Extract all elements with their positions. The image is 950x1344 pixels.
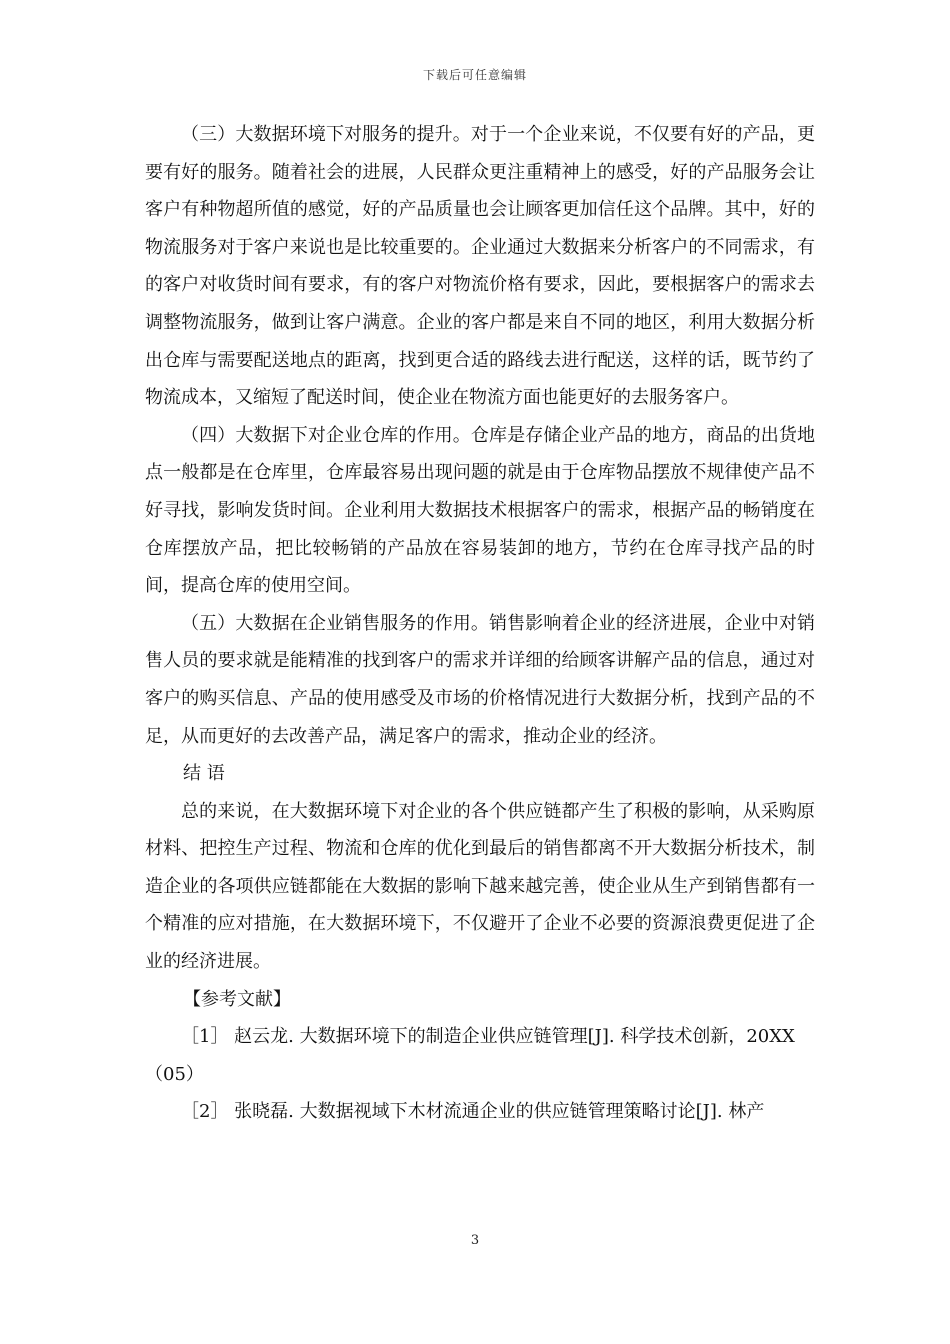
paragraph-sales: （五）大数据在企业销售服务的作用。销售影响着企业的经济进展，企业中对销售人员的要求就是能精准的找到客户的需求并详细的给顾客讲解产品的信息，通过对客户的购买信息、产品的使用感受及市场的价格情况进行大数据分析，找到产品的不足，从而更好的去改善产品，满足客户的需求，推动企业的经济。 — [145, 612, 815, 747]
references-heading: 【参考文献】 — [183, 988, 291, 1010]
conclusion-text: 总的来说，在大数据环境下对企业的各个供应链都产生了积极的影响，从采购原材料、把控生产过程、物流和仓库的优化到最后的销售都离不开大数据分析技术，制造企业的各项供应链都能在大数据的影响下越来越完善，使企业从生产到销售都有一个精准的应对措施，在大数据环境下，不仅避开了企业不必要的资源浪费更促进了企业的经济进展。 — [145, 800, 815, 973]
conclusion-heading: 结 语 — [183, 763, 225, 785]
page-number: 3 — [470, 1233, 480, 1248]
reference-item: ［1］ 赵云龙. 大数据环境下的制造企业供应链管理[J]. 科学技术创新，20XX（05） — [145, 1026, 795, 1085]
paragraph-warehouse: （四）大数据下对企业仓库的作用。仓库是存储企业产品的地方，商品的出货地点一般都是在仓库里，仓库最容易出现问题的就是由于仓库物品摆放不规律使产品不好寻找，影响发货时间。企业利用大数据技术根据客户的需求，根据产品的畅销度在仓库摆放产品，把比较畅销的产品放在容易装卸的地方，节约在仓库寻找产品的时间，提高仓库的使用空间。 — [145, 424, 815, 597]
reference-item: ［2］ 张晓磊. 大数据视域下木材流通企业的供应链管理策略讨论[J]. 林产 — [181, 1101, 765, 1123]
paragraph-service: （三）大数据环境下对服务的提升。对于一个企业来说，不仅要有好的产品，更要有好的服务。随着社会的进展，人民群众更注重精神上的感受，好的产品服务会让客户有种物超所值的感觉，好的产品质量也会让顾客更加信任这个品牌。其中，好的物流服务对于客户来说也是比较重要的。企业通过大数据来分析客户的不同需求，有的客户对收货时间有要求，有的客户对物流价格有要求，因此，要根据客户的需求去调整物流服务，做到让客户满意。企业的客户都是来自不同的地区，利用大数据分析出仓库与需要配送地点的距离，找到更合适的路线去进行配送，这样的话，既节约了物流成本，又缩短了配送时间，使企业在物流方面也能更好的去服务客户。 — [145, 124, 815, 409]
page-header: 下载后可任意编辑 — [422, 68, 527, 82]
document-body — [145, 116, 815, 1131]
